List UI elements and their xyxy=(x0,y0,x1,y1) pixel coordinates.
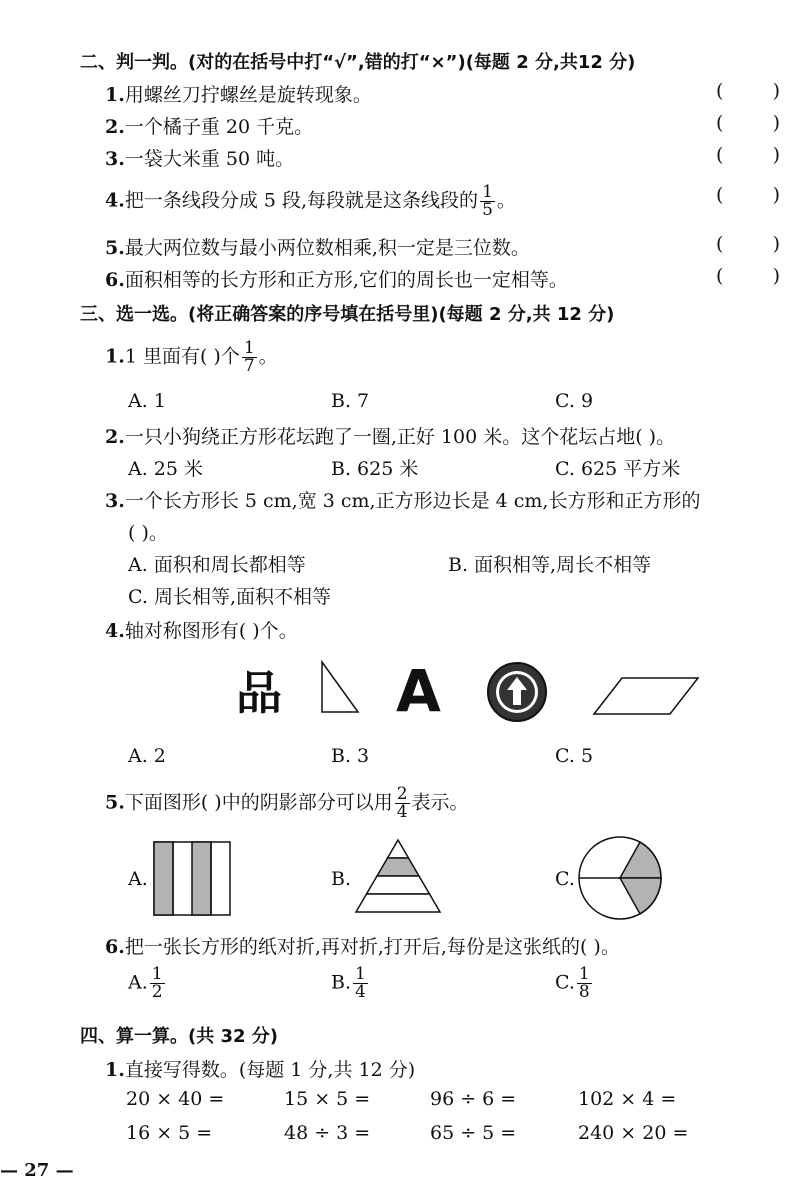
q3-3-answer-blank: ( )。 xyxy=(128,522,168,544)
q3-5: 5.下面图形( )中的阴影部分可以用 $\frac{2}{4}$ 表示。 xyxy=(105,784,469,822)
question-text: 一个长方形长 5 cm,宽 3 cm,正方形边长是 4 cm,长方形和正方形的 xyxy=(124,490,701,512)
calc-expression[interactable]: 15 × 5 = xyxy=(284,1088,371,1110)
letter-a-figure: A xyxy=(396,657,441,725)
question-text: 1 里面有( )个 xyxy=(124,345,240,368)
q3-3: 3.一个长方形长 5 cm,宽 3 cm,正方形边长是 4 cm,长方形和正方形的 xyxy=(105,490,701,512)
calc-expression[interactable]: 65 ÷ 5 = xyxy=(430,1122,517,1144)
answer-parentheses-6[interactable]: ( ) xyxy=(716,265,780,287)
q3-6-option-a[interactable]: A. $\frac{1}{2}$ xyxy=(128,964,163,1002)
question-text: 一只小狗绕正方形花坛跑了一圈,正好 100 米。这个花坛占地( )。 xyxy=(124,426,676,448)
q3-1-option-c[interactable]: C. 9 xyxy=(555,390,594,412)
q3-6-option-c[interactable]: C. $\frac{1}{8}$ xyxy=(555,964,590,1002)
fraction: $\frac{1}{7}$ xyxy=(243,338,255,376)
q3-2-option-c[interactable]: C. 625 平方米 xyxy=(555,458,681,480)
question-text: 直接写得数。(每题 1 分,共 12 分) xyxy=(124,1059,416,1081)
section-4-title: 四、算一算。(共 32 分) xyxy=(80,1026,279,1047)
judge-item-3: 3.一袋大米重 50 吨。 xyxy=(105,148,295,170)
q3-1-option-a[interactable]: A. 1 xyxy=(128,390,166,412)
q3-5-option-a-label[interactable]: A. xyxy=(128,868,148,890)
judge-item-1: 1.用螺丝刀拧螺丝是旋转现象。 xyxy=(105,84,372,106)
q3-5-option-c-label[interactable]: C. xyxy=(555,868,575,890)
answer-parentheses-5[interactable]: ( ) xyxy=(716,233,780,255)
calc-expression[interactable]: 102 × 4 = xyxy=(578,1088,677,1110)
q3-4-option-c[interactable]: C. 5 xyxy=(555,745,594,767)
fraction: $\frac{1}{5}$ xyxy=(482,182,493,220)
calc-expression[interactable]: 240 × 20 = xyxy=(578,1122,689,1144)
divided-circle-figure xyxy=(578,836,664,922)
calc-expression[interactable]: 96 ÷ 6 = xyxy=(430,1088,517,1110)
q3-2-option-b[interactable]: B. 625 米 xyxy=(331,458,419,480)
fraction: $\frac{2}{4}$ xyxy=(396,784,408,822)
q3-4-option-a[interactable]: A. 2 xyxy=(128,745,166,767)
q3-3-option-a[interactable]: A. 面积和周长都相等 xyxy=(128,554,306,576)
question-text: 下面图形( )中的阴影部分可以用 xyxy=(124,791,393,814)
q3-2-option-a[interactable]: A. 25 米 xyxy=(128,458,204,480)
calc-expression[interactable]: 16 × 5 = xyxy=(126,1122,213,1144)
q3-1: 1.1 里面有( )个 $\frac{1}{7}$ 。 xyxy=(105,338,278,376)
q3-4-option-b[interactable]: B. 3 xyxy=(331,745,370,767)
parallelogram-figure xyxy=(592,676,702,716)
q3-3-option-c[interactable]: C. 周长相等,面积不相等 xyxy=(128,586,331,608)
arrow-up-sign-icon xyxy=(485,660,549,724)
question-text: 把一张长方形的纸对折,再对折,打开后,每份是这张纸的( )。 xyxy=(124,936,620,958)
q3-6-option-b[interactable]: B. $\frac{1}{4}$ xyxy=(331,964,366,1002)
section-3-title: 三、选一选。(将正确答案的序号填在括号里)(每题 2 分,共 12 分) xyxy=(80,304,615,325)
striped-rectangle-figure xyxy=(153,841,233,917)
q3-3-option-b[interactable]: B. 面积相等,周长不相等 xyxy=(448,554,652,576)
answer-parentheses-3[interactable]: ( ) xyxy=(716,144,780,166)
q3-2: 2.一只小狗绕正方形花坛跑了一圈,正好 100 米。这个花坛占地( )。 xyxy=(105,426,676,448)
q3-6: 6.把一张长方形的纸对折,再对折,打开后,每份是这张纸的( )。 xyxy=(105,936,620,958)
character-pin-figure: 品 xyxy=(236,666,282,720)
answer-parentheses-4[interactable]: ( ) xyxy=(716,184,780,206)
q3-4: 4.轴对称图形有( )个。 xyxy=(105,620,298,642)
right-triangle-figure xyxy=(318,660,362,716)
q3-1-option-b[interactable]: B. 7 xyxy=(331,390,370,412)
judge-item-4: 4.把一条线段分成 5 段,每段就是这条线段的 $\frac{1}{5}$ 。 xyxy=(105,182,516,220)
layered-triangle-figure xyxy=(352,838,444,918)
q3-5-option-b-label[interactable]: B. xyxy=(331,868,352,890)
calc-expression[interactable]: 20 × 40 = xyxy=(126,1088,225,1110)
judge-item-2: 2.一个橘子重 20 千克。 xyxy=(105,116,314,138)
question-text: 轴对称图形有( )个。 xyxy=(124,620,298,642)
judge-item-6: 6.面积相等的长方形和正方形,它们的周长也一定相等。 xyxy=(105,269,568,291)
answer-parentheses-2[interactable]: ( ) xyxy=(716,112,780,134)
answer-parentheses-1[interactable]: ( ) xyxy=(716,80,780,102)
q4-1: 1.直接写得数。(每题 1 分,共 12 分) xyxy=(105,1059,416,1081)
section-2-title: 二、判一判。(对的在括号中打“√”,错的打“×”)(每题 2 分,共12 分) xyxy=(80,52,636,73)
judge-item-5: 5.最大两位数与最小两位数相乘,积一定是三位数。 xyxy=(105,237,530,259)
calc-expression[interactable]: 48 ÷ 3 = xyxy=(284,1122,371,1144)
page-number: — 27 — xyxy=(0,1160,74,1181)
question-number: 1. xyxy=(105,345,125,368)
